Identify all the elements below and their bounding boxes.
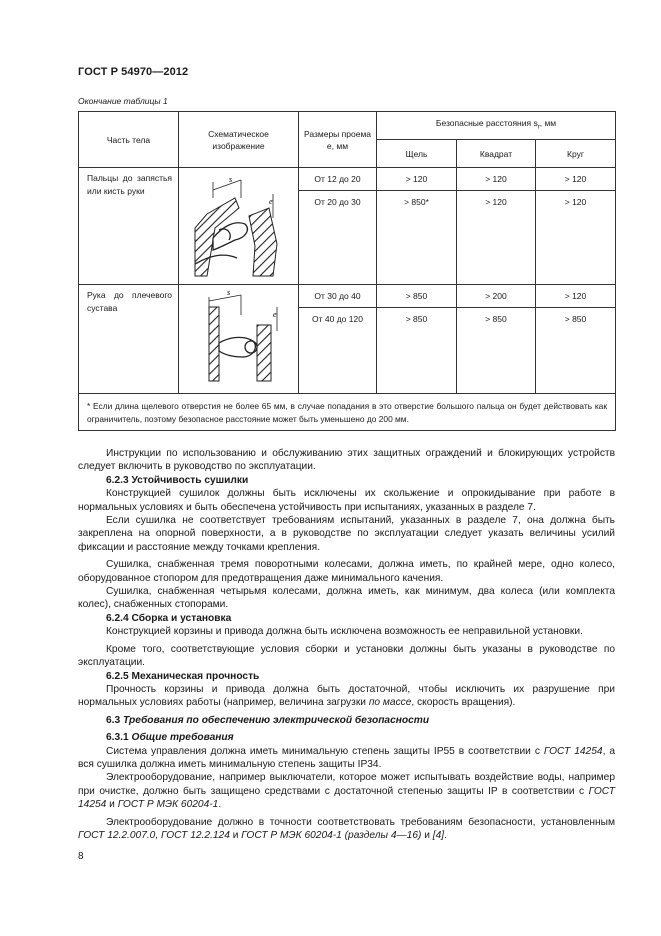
scheme-arm — [179, 285, 299, 394]
paragraph: Конструкцией корзины и привода должна быть исключена возможность ее неправильной установки. — [106, 626, 583, 638]
square-cell: > 850 — [457, 308, 536, 394]
paragraph: Кроме того, соответствующие условия сборки и установки должны быть указаны в руководстве по эксплуатации. — [78, 643, 615, 669]
fingers-diagram — [179, 168, 299, 282]
paragraph: Конструкцией сушилок должны быть исключены их скольжение и опрокидывание при работе в нормальных условиях и быть обеспечена устойчивость при испытаниях, указанных в разделе 7. — [78, 488, 615, 513]
size-cell: От 12 до 20 — [299, 168, 377, 191]
scheme-fingers — [179, 168, 299, 285]
square-cell: > 120 — [457, 191, 536, 285]
round-cell: > 120 — [536, 168, 616, 191]
section-heading: 6.2.5 Механическая прочность — [106, 670, 260, 682]
svg-text:s: s — [229, 175, 233, 184]
header-part: Часть тела — [79, 112, 179, 168]
slot-cell: > 120 — [377, 168, 457, 191]
paragraph: Система управления должна иметь минимальную степень защиты IP55 в соответствии с ГОСТ 14254, а вся сушилка должна иметь минимальную степень защиты IP34. — [78, 745, 616, 770]
size-cell: От 40 до 120 — [299, 308, 377, 394]
square-cell: > 200 — [457, 285, 536, 308]
table-caption: Окончание таблицы 1 — [78, 96, 168, 106]
page-number: 8 — [78, 851, 84, 862]
svg-text:e: e — [269, 197, 273, 206]
paragraph: Сушилка, снабженная тремя поворотными колесами, должна иметь, по крайней мере, одно колесо, оборудованное стопором для предотвращения даже минимального качения. — [78, 559, 615, 584]
paragraph: Инструкции по использованию и обслуживанию этих защитных ограждений и блокирующих устройств следует включить в руководство по эксплуатации. — [78, 448, 615, 473]
section-heading: 6.3.1 Общие требования — [106, 732, 234, 744]
header-round: Круг — [536, 140, 616, 168]
section-heading: 6.3 Требования по обеспечению электрической безопасности — [106, 714, 430, 726]
header-square: Квадрат — [457, 140, 536, 168]
svg-text:s: s — [227, 288, 231, 297]
body-text — [78, 447, 615, 842]
header-safe-distances: Безопасные расстояния $s_r$, мм — [377, 112, 616, 140]
header-size: Размеры проема е, мм — [299, 112, 377, 168]
slot-cell: > 850 — [377, 308, 457, 394]
paragraph: Электрооборудование, например выключатели, которое может испытывать воздействие воды, например при очистке, должно быть защищено средствами с достаточной степенью защиты IP в соответствии с ГОСТ 14254 и ГОСТ Р МЭК 60204-1. — [78, 772, 615, 811]
page-header: ГОСТ Р 54970—2012 — [78, 66, 189, 78]
size-cell: От 20 до 30 — [299, 191, 377, 285]
paragraph: Если сушилка не соответствует требованиям испытаний, указанных в разделе 7, она должна быть закреплена на опорной поверхности, а в руководстве по эксплуатации следует указать величины усилий фиксации и расстояние между точками крепления. — [78, 515, 615, 553]
paragraph: Прочность корзины и привода должна быть достаточной, чтобы исключить их разрушение при нормальных условиях работы (например, величина загрузки по массе, скорость вращения). — [78, 683, 615, 709]
section-heading: 6.2.4 Сборка и установка — [106, 612, 232, 624]
round-cell: > 850 — [536, 308, 616, 394]
section-heading: 6.2.3 Устойчивость сушилки — [106, 474, 249, 486]
header-slot: Щель — [377, 140, 457, 168]
arm-diagram — [179, 285, 299, 391]
table-footnote: * Если длина щелевого отверстия не более 65 мм, в случае попадания в это отверстие большого пальца он будет действовать как ограничитель, поэтому безопасное расстояние может быть уменьшено до 200 мм. — [79, 394, 616, 431]
size-cell: От 30 до 40 — [299, 285, 377, 308]
header-scheme: Схематическое изображение — [179, 112, 299, 168]
square-cell: > 120 — [457, 168, 536, 191]
round-cell: > 120 — [536, 285, 616, 308]
slot-cell: > 850 — [377, 285, 457, 308]
row-part-fingers: Пальцы до запястья или кисть руки — [79, 168, 179, 285]
slot-cell: > 850* — [377, 191, 457, 285]
safety-distance-table — [78, 111, 616, 431]
paragraph: Электрооборудование должно в точности соответствовать требованиям безопасности, установленным ГОСТ 12.2.007.0, ГОСТ 12.2.124 и ГОСТ Р МЭК 60204-1 (разделы 4—16) и [4]. — [78, 816, 615, 841]
paragraph: Сушилка, снабженная четырьмя колесами, должна иметь, как минимум, два колеса (или комплекта колес), снабженных стопорами. — [78, 586, 615, 611]
row-part-arm: Рука до плечевого сустава — [79, 285, 179, 394]
round-cell: > 120 — [536, 191, 616, 285]
svg-text:e: e — [273, 310, 277, 319]
